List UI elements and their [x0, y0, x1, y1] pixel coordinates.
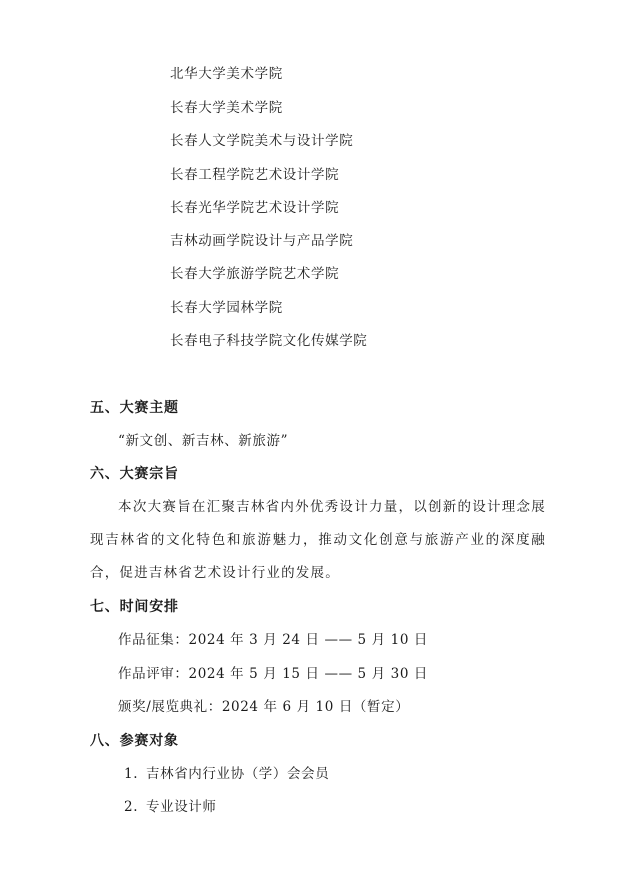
list-item: 长春电子科技学院文化传媒学院 [170, 333, 368, 349]
section-heading-theme: 五、大赛主题 [90, 400, 179, 416]
list-item: 长春工程学院艺术设计学院 [170, 167, 340, 183]
schedule-item: 作品征集：2024 年 3 月 24 日 —— 5 月 10 日 [118, 632, 429, 648]
list-item: 长春光华学院艺术设计学院 [170, 200, 340, 216]
list-item: 长春大学美术学院 [170, 100, 283, 116]
list-item: 吉林动画学院设计与产品学院 [170, 233, 354, 249]
section-heading-participants: 八、参赛对象 [90, 733, 179, 749]
schedule-item: 颁奖/展览典礼：2024 年 6 月 10 日（暂定） [118, 699, 410, 715]
participant-item [124, 797, 217, 817]
purpose-paragraph [90, 491, 546, 590]
schedule-item: 作品评审：2024 年 5 月 15 日 —— 5 月 30 日 [118, 666, 429, 682]
section-heading-schedule: 七、时间安排 [90, 599, 179, 615]
list-item: 北华大学美术学院 [170, 66, 283, 82]
item-text: 吉林省内行业协（学）会会员 [146, 766, 330, 782]
list-item: 长春大学园林学院 [170, 300, 283, 316]
participant-item [124, 764, 329, 784]
list-item: 长春大学旅游学院艺术学院 [170, 266, 340, 282]
section-heading-purpose: 六、大赛宗旨 [90, 466, 179, 482]
item-number: 1. [124, 766, 139, 782]
list-item: 长春人文学院美术与设计学院 [170, 133, 354, 149]
purpose-text: 本次大赛旨在汇聚吉林省内外优秀设计力量，以创新的设计理念展现吉林省的文化特色和旅游魅力，推动文化创意与旅游产业的深度融合，促进吉林省艺术设计行业的发展。 [90, 499, 546, 581]
item-text: 专业设计师 [146, 799, 217, 815]
theme-text: “新文创、新吉林、新旅游” [118, 433, 289, 449]
item-number: 2. [124, 799, 139, 815]
